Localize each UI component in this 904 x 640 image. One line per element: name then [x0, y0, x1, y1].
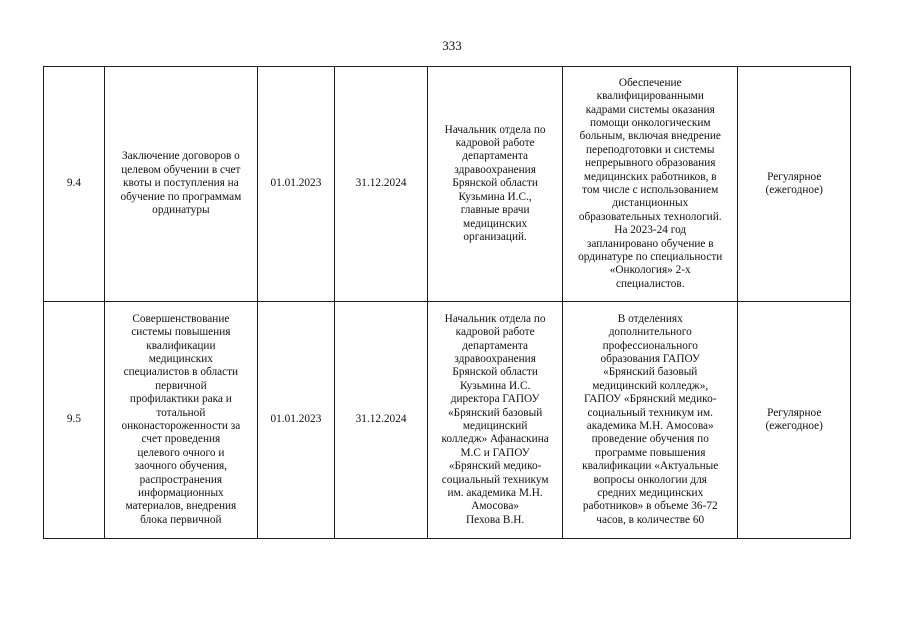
- text-line: «Онкология» 2-х: [609, 264, 691, 277]
- row-number: 9.5: [66, 413, 81, 426]
- text-line: «Брянский медико-: [448, 460, 542, 473]
- text-line: образования ГАПОУ: [600, 352, 701, 365]
- text-line: здравоохранения: [454, 163, 536, 176]
- text-line: департамента: [462, 339, 528, 352]
- end-date: 31.12.2024: [355, 413, 407, 426]
- text-line: «Брянский базовый: [603, 366, 698, 379]
- text-line: кадровой работе: [455, 137, 535, 150]
- text-line: медицинских: [463, 217, 528, 230]
- event-cell: [104, 67, 257, 302]
- end-date-cell: [334, 302, 427, 539]
- text-line: квалификации: [146, 339, 216, 352]
- text-line: тотальной: [156, 406, 206, 419]
- result-cell: [563, 67, 738, 302]
- text-line: На 2023-24 год: [614, 224, 687, 237]
- text-line: проведение обучения по: [591, 433, 709, 446]
- text-line: М.С и ГАПОУ: [460, 446, 530, 459]
- text-line: целевого очного и: [137, 446, 225, 459]
- text-line: медицинских: [148, 352, 213, 365]
- text-line: обучение по программам: [120, 190, 242, 203]
- text-line: том числе с использованием: [582, 184, 719, 196]
- result-text: [566, 77, 734, 292]
- row-number-cell: [44, 67, 105, 302]
- text-line: блока первичной: [140, 513, 222, 526]
- text-line: квалификации «Актуальные: [582, 460, 719, 473]
- text-line: материалов, внедрения: [125, 500, 237, 513]
- text-line: образовательных технологий.: [578, 210, 722, 223]
- responsible-text: [431, 313, 559, 528]
- text-line: системы повышения: [131, 326, 231, 339]
- text-line: квоты и поступления на: [122, 177, 239, 190]
- row-number-cell: [44, 302, 105, 539]
- start-date-cell: [257, 302, 334, 539]
- text-line: профилактики рака и: [129, 393, 232, 406]
- text-line: (ежегодное): [765, 184, 823, 196]
- start-date: 01.01.2023: [270, 177, 322, 190]
- text-line: Совершенствование: [132, 312, 230, 325]
- text-line: главные врачи: [460, 204, 530, 217]
- text-line: Пехова В.Н.: [466, 513, 525, 526]
- text-line: Кузьмина И.С.: [459, 379, 531, 392]
- text-line: академика М.Н. Амосова»: [586, 420, 714, 432]
- text-line: средних медицинских: [597, 487, 704, 500]
- text-line: социальный техникум: [441, 473, 549, 486]
- text-line: Брянской области: [452, 177, 538, 190]
- text-line: ординатуре по специальности: [578, 251, 723, 264]
- text-line: заочного обучения,: [134, 460, 228, 473]
- text-line: дополнительного: [608, 326, 692, 339]
- text-line: специалистов в области: [123, 366, 239, 379]
- text-line: помощи онкологическим: [589, 116, 711, 129]
- text-line: работников» в объеме 36-72: [582, 500, 718, 513]
- text-line: программе повышения: [595, 446, 706, 459]
- text-line: организаций.: [463, 230, 527, 243]
- text-line: ординатуры: [152, 204, 210, 217]
- text-line: специалистов.: [615, 277, 685, 290]
- start-date: 01.01.2023: [270, 413, 322, 426]
- text-line: информационных: [138, 487, 224, 500]
- text-line: Начальник отдела по: [444, 312, 546, 325]
- text-line: Кузьмина И.С.,: [458, 190, 532, 203]
- text-line: непрерывного образования: [585, 157, 716, 170]
- text-line: медицинский: [462, 420, 528, 432]
- text-line: медицинский колледж»,: [592, 379, 709, 392]
- period-text: [741, 171, 847, 198]
- period-cell: [738, 302, 851, 539]
- text-line: Амосова»: [471, 500, 519, 513]
- text-line: директора ГАПОУ: [450, 393, 540, 406]
- text-line: кадрами системы оказания: [585, 103, 715, 116]
- text-line: вопросы онкологии для: [593, 473, 707, 486]
- text-line: им. академика М.Н.: [447, 487, 543, 500]
- result-text: [566, 313, 734, 528]
- period-cell: [738, 67, 851, 302]
- text-line: Регулярное: [767, 406, 822, 419]
- result-cell: [563, 302, 738, 539]
- end-date-cell: [334, 67, 427, 302]
- text-line: колледж» Афанаскина: [441, 433, 549, 446]
- text-line: первичной: [155, 379, 207, 392]
- start-date-cell: [257, 67, 334, 302]
- text-line: департамента: [462, 150, 528, 163]
- text-line: переподготовки и системы: [586, 143, 715, 156]
- text-line: ГАПОУ «Брянский медико-: [583, 393, 717, 406]
- text-line: кадровой работе: [455, 326, 535, 339]
- event-cell: [104, 302, 257, 539]
- text-line: Начальник отдела по: [444, 123, 546, 136]
- text-line: распространения: [139, 473, 223, 486]
- text-line: часов, в количестве 60: [596, 513, 705, 526]
- text-line: онконастороженности за: [121, 420, 241, 432]
- row-number: 9.4: [66, 177, 81, 190]
- text-line: медицинских работников, в: [583, 170, 717, 183]
- event-text: [108, 150, 254, 217]
- responsible-text: [431, 124, 559, 245]
- table-row: [44, 302, 851, 539]
- text-line: больным, включая внедрение: [579, 130, 721, 143]
- text-line: Брянской области: [452, 366, 538, 379]
- responsible-cell: [428, 67, 563, 302]
- table-row: [44, 67, 851, 302]
- text-line: дистанционных: [612, 197, 689, 210]
- text-line: Регулярное: [767, 170, 822, 183]
- end-date: 31.12.2024: [355, 177, 407, 190]
- text-line: целевом обучении в счет: [121, 163, 241, 176]
- event-text: [108, 313, 254, 528]
- text-line: запланировано обучение в: [586, 237, 714, 250]
- text-line: квалифицированными: [596, 90, 704, 103]
- text-line: Заключение договоров о: [121, 150, 240, 163]
- text-line: (ежегодное): [765, 420, 823, 432]
- page-number: 333: [442, 38, 462, 53]
- measures-table: [43, 66, 851, 539]
- text-line: счет проведения: [141, 433, 221, 446]
- text-line: «Брянский базовый: [448, 406, 543, 419]
- text-line: социальный техникум им.: [587, 406, 713, 419]
- text-line: В отделениях: [617, 312, 683, 325]
- text-line: здравоохранения: [454, 352, 536, 365]
- period-text: [741, 407, 847, 434]
- text-line: профессионального: [602, 339, 698, 352]
- responsible-cell: [428, 302, 563, 539]
- text-line: Обеспечение: [618, 76, 682, 89]
